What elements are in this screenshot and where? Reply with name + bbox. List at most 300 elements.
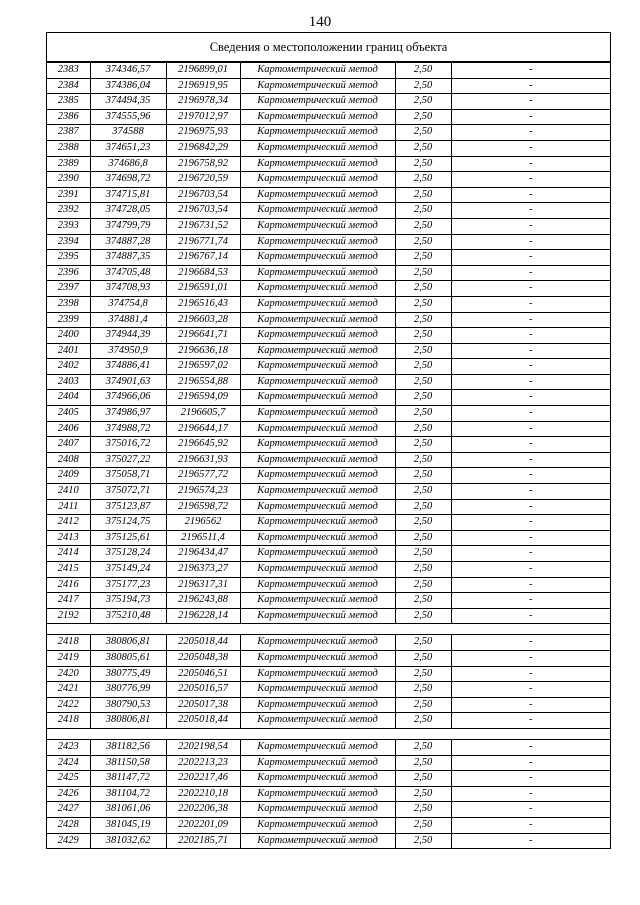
point-number-cell: 2402 — [47, 359, 90, 375]
point-number-cell: 2414 — [47, 546, 90, 562]
accuracy-cell: 2,50 — [395, 281, 451, 297]
y-coordinate-cell: 2196767,14 — [166, 250, 240, 266]
point-number-cell: 2422 — [47, 697, 90, 713]
x-coordinate-cell: 375149,24 — [90, 562, 166, 578]
point-number-cell: 2397 — [47, 281, 90, 297]
method-cell: Картометрический метод — [240, 421, 395, 437]
y-coordinate-cell: 2205046,51 — [166, 666, 240, 682]
y-coordinate-cell: 2196597,02 — [166, 359, 240, 375]
method-cell: Картометрический метод — [240, 833, 395, 849]
point-number-cell: 2420 — [47, 666, 90, 682]
method-cell: Картометрический метод — [240, 234, 395, 250]
description-cell: - — [451, 328, 610, 344]
description-cell: - — [451, 63, 610, 79]
accuracy-cell: 2,50 — [395, 755, 451, 771]
point-number-cell: 2387 — [47, 125, 90, 141]
method-cell: Картометрический метод — [240, 156, 395, 172]
accuracy-cell: 2,50 — [395, 156, 451, 172]
description-cell: - — [451, 786, 610, 802]
accuracy-cell: 2,50 — [395, 187, 451, 203]
point-number-cell: 2418 — [47, 635, 90, 651]
table-row — [47, 78, 610, 94]
point-number-cell: 2429 — [47, 833, 90, 849]
table-row — [47, 234, 610, 250]
accuracy-cell: 2,50 — [395, 296, 451, 312]
method-cell: Картометрический метод — [240, 343, 395, 359]
point-number-cell: 2391 — [47, 187, 90, 203]
table-row — [47, 562, 610, 578]
method-cell: Картометрический метод — [240, 359, 395, 375]
method-cell: Картометрический метод — [240, 484, 395, 500]
boundary-table — [46, 32, 611, 849]
table-row — [47, 125, 610, 141]
x-coordinate-cell: 374966,06 — [90, 390, 166, 406]
point-number-cell: 2418 — [47, 713, 90, 729]
y-coordinate-cell: 2202198,54 — [166, 739, 240, 755]
table-row — [47, 499, 610, 515]
y-coordinate-cell: 2196511,4 — [166, 530, 240, 546]
accuracy-cell: 2,50 — [395, 218, 451, 234]
method-cell: Картометрический метод — [240, 817, 395, 833]
description-cell: - — [451, 739, 610, 755]
point-number-cell: 2415 — [47, 562, 90, 578]
accuracy-cell: 2,50 — [395, 530, 451, 546]
accuracy-cell: 2,50 — [395, 771, 451, 787]
point-number-cell: 2392 — [47, 203, 90, 219]
table-row — [47, 187, 610, 203]
accuracy-cell: 2,50 — [395, 682, 451, 698]
description-cell: - — [451, 156, 610, 172]
point-number-cell: 2386 — [47, 109, 90, 125]
x-coordinate-cell: 375177,23 — [90, 577, 166, 593]
method-cell: Картометрический метод — [240, 406, 395, 422]
x-coordinate-cell: 374728,05 — [90, 203, 166, 219]
x-coordinate-cell: 374799,79 — [90, 218, 166, 234]
table-row — [47, 635, 610, 651]
x-coordinate-cell: 380806,81 — [90, 635, 166, 651]
method-cell: Картометрический метод — [240, 452, 395, 468]
y-coordinate-cell: 2196574,23 — [166, 484, 240, 500]
x-coordinate-cell: 375027,22 — [90, 452, 166, 468]
accuracy-cell: 2,50 — [395, 234, 451, 250]
point-number-cell: 2423 — [47, 739, 90, 755]
description-cell: - — [451, 802, 610, 818]
table-row — [47, 755, 610, 771]
accuracy-cell: 2,50 — [395, 515, 451, 531]
y-coordinate-cell: 2196720,59 — [166, 172, 240, 188]
y-coordinate-cell: 2196703,54 — [166, 187, 240, 203]
table-row — [47, 63, 610, 79]
accuracy-cell: 2,50 — [395, 802, 451, 818]
y-coordinate-cell: 2196731,52 — [166, 218, 240, 234]
table-row — [47, 833, 610, 849]
method-cell: Картометрический метод — [240, 635, 395, 651]
accuracy-cell: 2,50 — [395, 343, 451, 359]
point-number-cell: 2412 — [47, 515, 90, 531]
group-separator — [47, 728, 610, 739]
description-cell: - — [451, 421, 610, 437]
accuracy-cell: 2,50 — [395, 499, 451, 515]
method-cell: Картометрический метод — [240, 78, 395, 94]
description-cell: - — [451, 94, 610, 110]
point-number-cell: 2388 — [47, 140, 90, 156]
point-number-cell: 2406 — [47, 421, 90, 437]
x-coordinate-cell: 374494,35 — [90, 94, 166, 110]
accuracy-cell: 2,50 — [395, 635, 451, 651]
y-coordinate-cell: 2202185,71 — [166, 833, 240, 849]
method-cell: Картометрический метод — [240, 593, 395, 609]
accuracy-cell: 2,50 — [395, 786, 451, 802]
method-cell: Картометрический метод — [240, 374, 395, 390]
description-cell: - — [451, 234, 610, 250]
method-cell: Картометрический метод — [240, 697, 395, 713]
description-cell: - — [451, 546, 610, 562]
point-number-cell: 2419 — [47, 650, 90, 666]
y-coordinate-cell: 2196842,29 — [166, 140, 240, 156]
point-number-cell: 2409 — [47, 468, 90, 484]
x-coordinate-cell: 381147,72 — [90, 771, 166, 787]
accuracy-cell: 2,50 — [395, 562, 451, 578]
description-cell: - — [451, 577, 610, 593]
x-coordinate-cell: 374986,97 — [90, 406, 166, 422]
point-number-cell: 2425 — [47, 771, 90, 787]
x-coordinate-cell: 380805,61 — [90, 650, 166, 666]
y-coordinate-cell: 2196641,71 — [166, 328, 240, 344]
y-coordinate-cell: 2196591,01 — [166, 281, 240, 297]
y-coordinate-cell: 2196771,74 — [166, 234, 240, 250]
x-coordinate-cell: 374346,57 — [90, 63, 166, 79]
method-cell: Картометрический метод — [240, 786, 395, 802]
table-row — [47, 250, 610, 266]
x-coordinate-cell: 381182,56 — [90, 739, 166, 755]
point-number-cell: 2401 — [47, 343, 90, 359]
accuracy-cell: 2,50 — [395, 63, 451, 79]
x-coordinate-cell: 374705,48 — [90, 265, 166, 281]
accuracy-cell: 2,50 — [395, 697, 451, 713]
method-cell: Картометрический метод — [240, 437, 395, 453]
description-cell: - — [451, 635, 610, 651]
method-cell: Картометрический метод — [240, 203, 395, 219]
description-cell: - — [451, 562, 610, 578]
table-row — [47, 218, 610, 234]
table-row — [47, 109, 610, 125]
x-coordinate-cell: 374944,39 — [90, 328, 166, 344]
method-cell: Картометрический метод — [240, 109, 395, 125]
accuracy-cell: 2,50 — [395, 109, 451, 125]
method-cell: Картометрический метод — [240, 390, 395, 406]
table-row — [47, 739, 610, 755]
table-row — [47, 817, 610, 833]
description-cell: - — [451, 771, 610, 787]
accuracy-cell: 2,50 — [395, 265, 451, 281]
x-coordinate-cell: 375194,73 — [90, 593, 166, 609]
x-coordinate-cell: 374555,96 — [90, 109, 166, 125]
x-coordinate-cell: 381032,62 — [90, 833, 166, 849]
y-coordinate-cell: 2196605,7 — [166, 406, 240, 422]
point-number-cell: 2383 — [47, 63, 90, 79]
table-row — [47, 421, 610, 437]
y-coordinate-cell: 2202201,09 — [166, 817, 240, 833]
y-coordinate-cell: 2197012,97 — [166, 109, 240, 125]
point-number-cell: 2384 — [47, 78, 90, 94]
point-number-cell: 2410 — [47, 484, 90, 500]
method-cell: Картометрический метод — [240, 608, 395, 624]
x-coordinate-cell: 380790,53 — [90, 697, 166, 713]
x-coordinate-cell: 375124,75 — [90, 515, 166, 531]
description-cell: - — [451, 608, 610, 624]
x-coordinate-cell: 375072,71 — [90, 484, 166, 500]
table-row — [47, 650, 610, 666]
x-coordinate-cell: 374386,04 — [90, 78, 166, 94]
y-coordinate-cell: 2205048,38 — [166, 650, 240, 666]
y-coordinate-cell: 2202206,38 — [166, 802, 240, 818]
accuracy-cell: 2,50 — [395, 833, 451, 849]
table-row — [47, 468, 610, 484]
table-row — [47, 328, 610, 344]
y-coordinate-cell: 2196516,43 — [166, 296, 240, 312]
method-cell: Картометрический метод — [240, 650, 395, 666]
y-coordinate-cell: 2196603,28 — [166, 312, 240, 328]
point-number-cell: 2407 — [47, 437, 90, 453]
x-coordinate-cell: 380776,99 — [90, 682, 166, 698]
point-number-cell: 2428 — [47, 817, 90, 833]
point-number-cell: 2385 — [47, 94, 90, 110]
accuracy-cell: 2,50 — [395, 250, 451, 266]
x-coordinate-cell: 375125,61 — [90, 530, 166, 546]
table-row — [47, 390, 610, 406]
description-cell: - — [451, 682, 610, 698]
method-cell: Картометрический метод — [240, 771, 395, 787]
x-coordinate-cell: 374698,72 — [90, 172, 166, 188]
x-coordinate-cell: 374881,4 — [90, 312, 166, 328]
accuracy-cell: 2,50 — [395, 452, 451, 468]
table-row — [47, 786, 610, 802]
separator-cell — [47, 624, 610, 635]
method-cell: Картометрический метод — [240, 250, 395, 266]
method-cell: Картометрический метод — [240, 296, 395, 312]
method-cell: Картометрический метод — [240, 328, 395, 344]
x-coordinate-cell: 381061,06 — [90, 802, 166, 818]
description-cell: - — [451, 530, 610, 546]
table-row — [47, 713, 610, 729]
y-coordinate-cell: 2196636,18 — [166, 343, 240, 359]
description-cell: - — [451, 406, 610, 422]
description-cell: - — [451, 281, 610, 297]
method-cell: Картометрический метод — [240, 94, 395, 110]
description-cell: - — [451, 203, 610, 219]
accuracy-cell: 2,50 — [395, 739, 451, 755]
table-row — [47, 312, 610, 328]
y-coordinate-cell: 2205018,44 — [166, 635, 240, 651]
x-coordinate-cell: 380806,81 — [90, 713, 166, 729]
y-coordinate-cell: 2196562 — [166, 515, 240, 531]
description-cell: - — [451, 187, 610, 203]
method-cell: Картометрический метод — [240, 468, 395, 484]
table-row — [47, 771, 610, 787]
table-row — [47, 666, 610, 682]
table-row — [47, 484, 610, 500]
description-cell: - — [451, 468, 610, 484]
table-body — [47, 63, 610, 849]
y-coordinate-cell: 2196434,47 — [166, 546, 240, 562]
table-row — [47, 359, 610, 375]
method-cell: Картометрический метод — [240, 265, 395, 281]
method-cell: Картометрический метод — [240, 63, 395, 79]
table-row — [47, 530, 610, 546]
accuracy-cell: 2,50 — [395, 593, 451, 609]
x-coordinate-cell: 381104,72 — [90, 786, 166, 802]
y-coordinate-cell: 2196919,95 — [166, 78, 240, 94]
description-cell: - — [451, 817, 610, 833]
method-cell: Картометрический метод — [240, 218, 395, 234]
point-number-cell: 2424 — [47, 755, 90, 771]
method-cell: Картометрический метод — [240, 515, 395, 531]
x-coordinate-cell: 375210,48 — [90, 608, 166, 624]
x-coordinate-cell: 375016,72 — [90, 437, 166, 453]
description-cell: - — [451, 109, 610, 125]
description-cell: - — [451, 484, 610, 500]
accuracy-cell: 2,50 — [395, 546, 451, 562]
point-number-cell: 2394 — [47, 234, 90, 250]
method-cell: Картометрический метод — [240, 125, 395, 141]
table-row — [47, 343, 610, 359]
y-coordinate-cell: 2196644,17 — [166, 421, 240, 437]
method-cell: Картометрический метод — [240, 140, 395, 156]
point-number-cell: 2390 — [47, 172, 90, 188]
description-cell: - — [451, 666, 610, 682]
x-coordinate-cell: 374950,9 — [90, 343, 166, 359]
y-coordinate-cell: 2196978,34 — [166, 94, 240, 110]
description-cell: - — [451, 343, 610, 359]
x-coordinate-cell: 374588 — [90, 125, 166, 141]
point-number-cell: 2403 — [47, 374, 90, 390]
table-row — [47, 140, 610, 156]
method-cell: Картометрический метод — [240, 562, 395, 578]
method-cell: Картометрический метод — [240, 281, 395, 297]
point-number-cell: 2395 — [47, 250, 90, 266]
accuracy-cell: 2,50 — [395, 650, 451, 666]
y-coordinate-cell: 2196577,72 — [166, 468, 240, 484]
table-row — [47, 452, 610, 468]
accuracy-cell: 2,50 — [395, 577, 451, 593]
accuracy-cell: 2,50 — [395, 78, 451, 94]
y-coordinate-cell: 2196645,92 — [166, 437, 240, 453]
x-coordinate-cell: 374988,72 — [90, 421, 166, 437]
table-row — [47, 265, 610, 281]
accuracy-cell: 2,50 — [395, 484, 451, 500]
accuracy-cell: 2,50 — [395, 421, 451, 437]
accuracy-cell: 2,50 — [395, 468, 451, 484]
description-cell: - — [451, 499, 610, 515]
point-number-cell: 2396 — [47, 265, 90, 281]
description-cell: - — [451, 312, 610, 328]
point-number-cell: 2408 — [47, 452, 90, 468]
description-cell: - — [451, 390, 610, 406]
accuracy-cell: 2,50 — [395, 328, 451, 344]
y-coordinate-cell: 2196554,88 — [166, 374, 240, 390]
point-number-cell: 2400 — [47, 328, 90, 344]
description-cell: - — [451, 650, 610, 666]
x-coordinate-cell: 374686,8 — [90, 156, 166, 172]
x-coordinate-cell: 374886,41 — [90, 359, 166, 375]
description-cell: - — [451, 697, 610, 713]
x-coordinate-cell: 374708,93 — [90, 281, 166, 297]
x-coordinate-cell: 374887,35 — [90, 250, 166, 266]
y-coordinate-cell: 2202217,46 — [166, 771, 240, 787]
x-coordinate-cell: 374901,63 — [90, 374, 166, 390]
point-number-cell: 2404 — [47, 390, 90, 406]
description-cell: - — [451, 140, 610, 156]
accuracy-cell: 2,50 — [395, 713, 451, 729]
y-coordinate-cell: 2196703,54 — [166, 203, 240, 219]
table-row — [47, 203, 610, 219]
accuracy-cell: 2,50 — [395, 817, 451, 833]
accuracy-cell: 2,50 — [395, 125, 451, 141]
description-cell: - — [451, 359, 610, 375]
x-coordinate-cell: 375123,87 — [90, 499, 166, 515]
x-coordinate-cell: 375128,24 — [90, 546, 166, 562]
y-coordinate-cell: 2196373,27 — [166, 562, 240, 578]
table-row — [47, 802, 610, 818]
accuracy-cell: 2,50 — [395, 374, 451, 390]
accuracy-cell: 2,50 — [395, 406, 451, 422]
x-coordinate-cell: 374754,8 — [90, 296, 166, 312]
point-number-cell: 2411 — [47, 499, 90, 515]
point-number-cell: 2405 — [47, 406, 90, 422]
table-row — [47, 515, 610, 531]
description-cell: - — [451, 125, 610, 141]
separator-cell — [47, 728, 610, 739]
x-coordinate-cell: 380775,49 — [90, 666, 166, 682]
y-coordinate-cell: 2196758,92 — [166, 156, 240, 172]
method-cell: Картометрический метод — [240, 172, 395, 188]
accuracy-cell: 2,50 — [395, 140, 451, 156]
table-row — [47, 172, 610, 188]
y-coordinate-cell: 2205016,57 — [166, 682, 240, 698]
point-number-cell: 2421 — [47, 682, 90, 698]
table-row — [47, 682, 610, 698]
accuracy-cell: 2,50 — [395, 94, 451, 110]
table-caption: Сведения о местоположении границ объекта — [47, 33, 610, 62]
y-coordinate-cell: 2205018,44 — [166, 713, 240, 729]
point-number-cell: 2393 — [47, 218, 90, 234]
y-coordinate-cell: 2196594,09 — [166, 390, 240, 406]
description-cell: - — [451, 515, 610, 531]
table-row — [47, 296, 610, 312]
accuracy-cell: 2,50 — [395, 172, 451, 188]
method-cell: Картометрический метод — [240, 530, 395, 546]
method-cell: Картометрический метод — [240, 187, 395, 203]
table-row — [47, 281, 610, 297]
description-cell: - — [451, 250, 610, 266]
x-coordinate-cell: 374715,81 — [90, 187, 166, 203]
point-number-cell: 2399 — [47, 312, 90, 328]
description-cell: - — [451, 593, 610, 609]
table-row — [47, 697, 610, 713]
description-cell: - — [451, 172, 610, 188]
table-row — [47, 94, 610, 110]
description-cell: - — [451, 218, 610, 234]
method-cell: Картометрический метод — [240, 546, 395, 562]
method-cell: Картометрический метод — [240, 312, 395, 328]
y-coordinate-cell: 2196631,93 — [166, 452, 240, 468]
point-number-cell: 2389 — [47, 156, 90, 172]
description-cell: - — [451, 265, 610, 281]
x-coordinate-cell: 381150,58 — [90, 755, 166, 771]
y-coordinate-cell: 2202213,23 — [166, 755, 240, 771]
method-cell: Картометрический метод — [240, 499, 395, 515]
accuracy-cell: 2,50 — [395, 359, 451, 375]
